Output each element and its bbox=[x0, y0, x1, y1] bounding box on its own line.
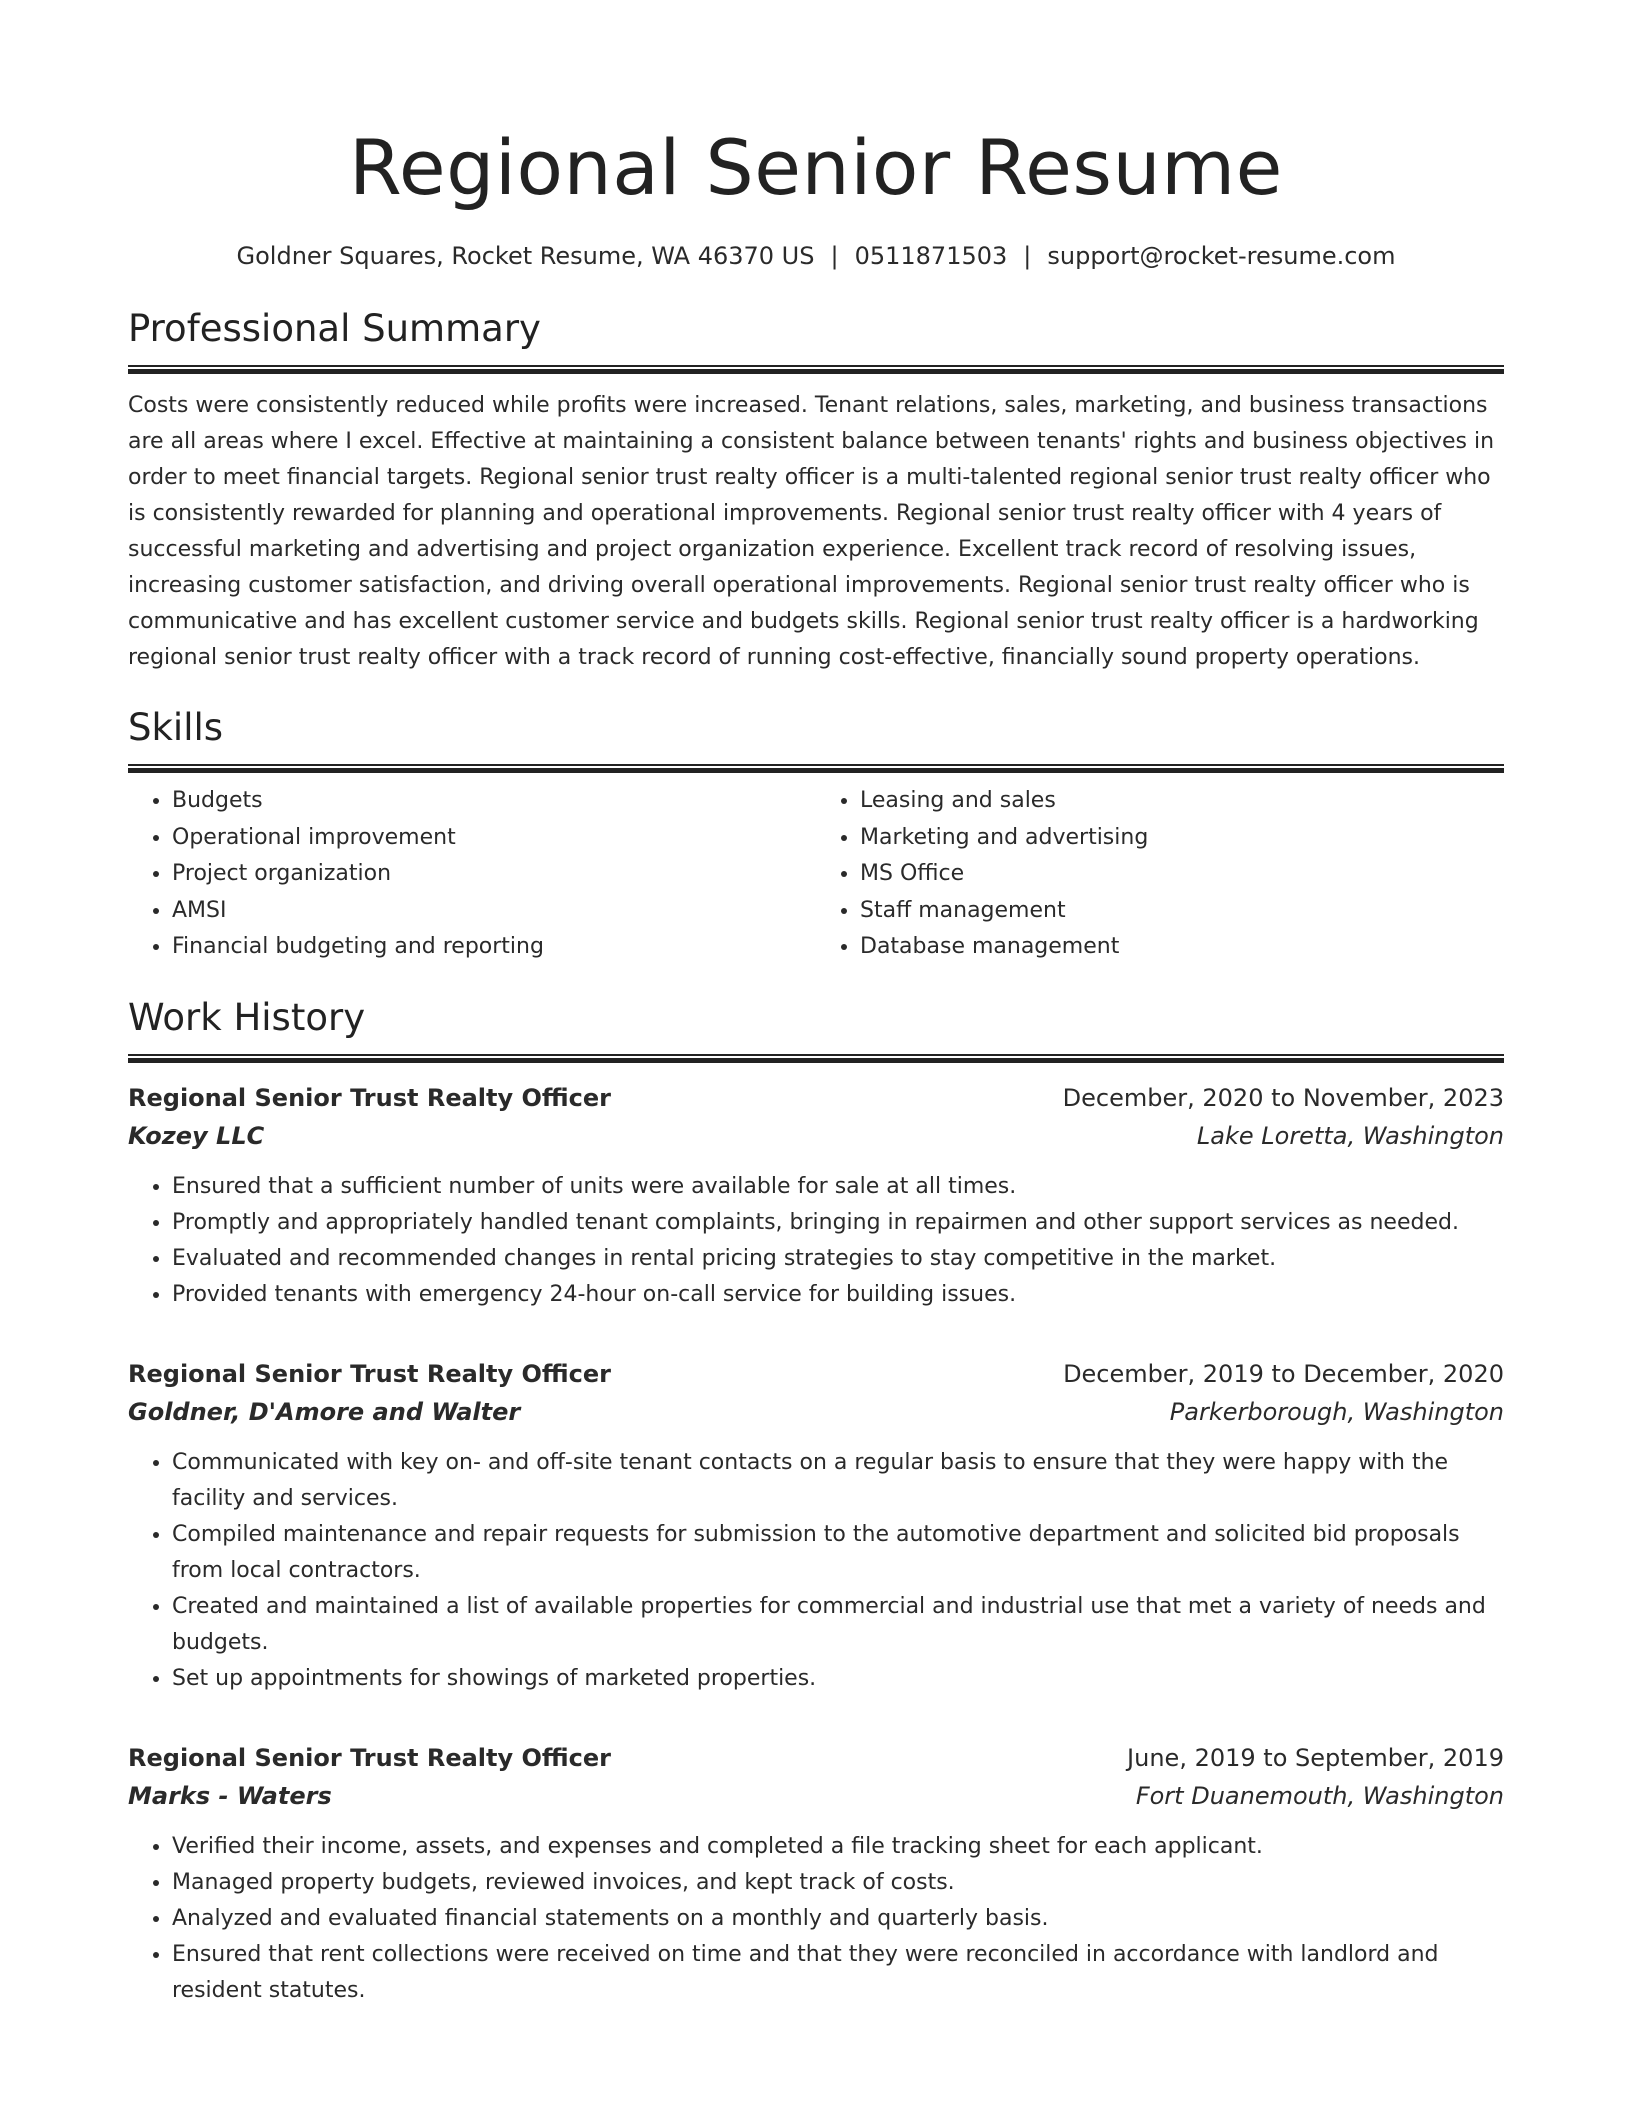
job-bullet: • Managed property budgets, reviewed invoices, and kept track of costs. bbox=[172, 1865, 1504, 1901]
job-location: Parkerborough, Washington bbox=[1169, 1397, 1504, 1426]
job-entry bbox=[128, 1079, 1504, 1313]
skill-item: • Leasing and sales bbox=[860, 783, 1504, 820]
skill-item: • Project organization bbox=[172, 856, 816, 893]
job-bullet: • Promptly and appropriately handled tenant complaints, bringing in repairmen and other support services as needed. bbox=[172, 1205, 1504, 1241]
resume-name: Regional Senior Resume bbox=[349, 123, 1283, 212]
job-bullet: • Analyzed and evaluated financial statements on a monthly and quarterly basis. bbox=[172, 1901, 1504, 1937]
job-company: Marks - Waters bbox=[128, 1781, 332, 1810]
contact-separator: | bbox=[830, 242, 839, 270]
job-title: Regional Senior Trust Realty Officer bbox=[128, 1359, 611, 1388]
job-bullet: • Created and maintained a list of available properties for commercial and industrial use that met a variety of needs and budgets. bbox=[172, 1589, 1504, 1661]
job-dates: December, 2020 to November, 2023 bbox=[1062, 1083, 1504, 1112]
skill-item: • Staff management bbox=[860, 893, 1504, 930]
job-entry bbox=[128, 1355, 1504, 1697]
job-bullet: • Verified their income, assets, and expenses and completed a file tracking sheet for each applicant. bbox=[172, 1829, 1504, 1865]
job-bullet: • Ensured that rent collections were received on time and that they were reconciled in accordance with landlord and resident statutes. bbox=[172, 1937, 1504, 2009]
section-divider bbox=[128, 1054, 1504, 1063]
job-bullet: • Evaluated and recommended changes in rental pricing strategies to stay competitive in the market. bbox=[172, 1241, 1504, 1277]
job-bullet: • Communicated with key on- and off-site tenant contacts on a regular basis to ensure that they were happy with the facility and services. bbox=[172, 1445, 1504, 1517]
summary-section bbox=[128, 305, 1504, 676]
job-bullet: • Ensured that a sufficient number of units were available for sale at all times. bbox=[172, 1169, 1504, 1205]
job-bullets bbox=[128, 1829, 1504, 2009]
skill-item: • Operational improvement bbox=[172, 820, 816, 857]
job-dates: December, 2019 to December, 2020 bbox=[1063, 1359, 1504, 1388]
job-company: Kozey LLC bbox=[128, 1121, 265, 1150]
skills-column-left bbox=[128, 783, 816, 966]
skill-item: • MS Office bbox=[860, 856, 1504, 893]
skill-item: • Database management bbox=[860, 929, 1504, 966]
job-company: Goldner, D'Amore and Walter bbox=[128, 1397, 521, 1426]
job-dates: June, 2019 to September, 2019 bbox=[1127, 1743, 1504, 1772]
section-divider bbox=[128, 365, 1504, 374]
contact-email: support@rocket-resume.com bbox=[1047, 242, 1396, 270]
summary-text: Costs were consistently reduced while profits were increased. Tenant relations, sales, marketing, and business transactions are all areas where I excel. Effective at maintaining a consistent balance between tenants' rights and business objectives in order to meet financial targets. Regional senior trust realty officer is a multi-talented regional senior trust realty officer who is consistently rewarded for planning and operational improvements. Regional senior trust realty officer with 4 years of successful marketing and advertising and project organization experience. Excellent track record of resolving issues, increasing customer satisfaction, and driving overall operational improvements. Regional senior trust realty officer who is communicative and has excellent customer service and budgets skills. Regional senior trust realty officer is a hardworking regional senior trust realty officer with a track record of running cost-effective, financially sound property operations. bbox=[128, 393, 1495, 670]
job-location: Lake Loretta, Washington bbox=[1196, 1121, 1504, 1150]
contact-phone: 0511871503 bbox=[854, 242, 1008, 270]
job-location: Fort Duanemouth, Washington bbox=[1135, 1781, 1504, 1810]
job-entry bbox=[128, 1739, 1504, 2009]
skills-title: Skills bbox=[128, 706, 224, 749]
skills-column-right bbox=[816, 783, 1504, 966]
job-bullets bbox=[128, 1445, 1504, 1697]
skill-item: • Marketing and advertising bbox=[860, 820, 1504, 857]
summary-title: Professional Summary bbox=[128, 307, 541, 350]
skills-section bbox=[128, 704, 1504, 966]
work-history-title: Work History bbox=[128, 995, 366, 1039]
contact-address: Goldner Squares, Rocket Resume, WA 46370 US bbox=[236, 242, 815, 270]
skill-item: • Budgets bbox=[172, 783, 816, 820]
section-divider bbox=[128, 764, 1504, 773]
contact-line bbox=[128, 240, 1504, 272]
work-history-section bbox=[128, 994, 1504, 2009]
skill-item: • Financial budgeting and reporting bbox=[172, 929, 816, 966]
job-bullet: • Compiled maintenance and repair requests for submission to the automotive department and solicited bid proposals from local contractors. bbox=[172, 1517, 1504, 1589]
skills-list bbox=[128, 783, 1504, 966]
contact-separator: | bbox=[1023, 242, 1032, 270]
job-bullet: • Set up appointments for showings of marketed properties. bbox=[172, 1661, 1504, 1697]
job-bullet: • Provided tenants with emergency 24-hour on-call service for building issues. bbox=[172, 1277, 1504, 1313]
job-title: Regional Senior Trust Realty Officer bbox=[128, 1743, 611, 1772]
job-bullets bbox=[128, 1169, 1504, 1313]
job-title: Regional Senior Trust Realty Officer bbox=[128, 1083, 611, 1112]
skill-item: • AMSI bbox=[172, 893, 816, 930]
